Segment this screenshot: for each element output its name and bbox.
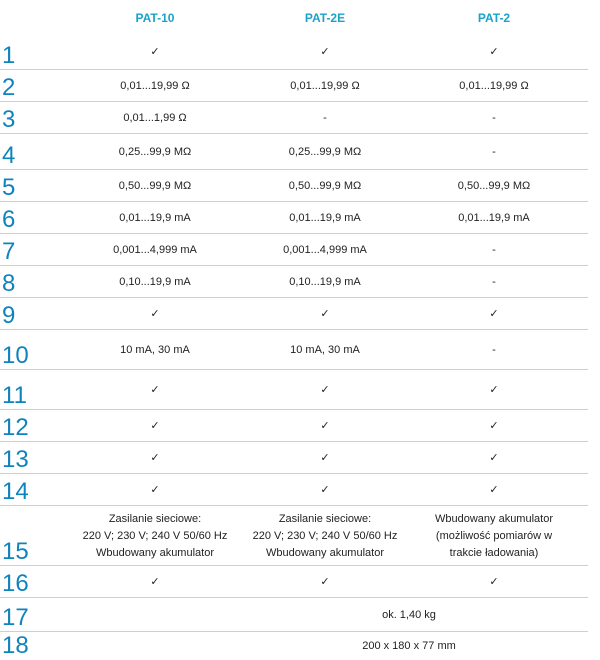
table-row bbox=[0, 566, 600, 598]
row-number: 2 bbox=[2, 74, 16, 101]
row-number: 6 bbox=[2, 206, 16, 233]
table-cell: ✓ bbox=[150, 383, 160, 396]
table-cell: 0,50...99,9 MΩ bbox=[457, 179, 531, 192]
table-cell: ✓ bbox=[320, 483, 330, 496]
row-number: 5 bbox=[2, 174, 16, 201]
table-cell: ✓ bbox=[489, 45, 499, 58]
table-row bbox=[0, 410, 600, 442]
row-number: 18 bbox=[2, 632, 29, 659]
table-row bbox=[0, 202, 600, 234]
table-row bbox=[0, 34, 600, 70]
table-cell: 0,01...19,9 mA bbox=[119, 211, 191, 224]
row-number: 12 bbox=[2, 414, 29, 441]
row-number: 10 bbox=[2, 342, 29, 369]
table-cell: - bbox=[492, 243, 496, 256]
table-row bbox=[0, 506, 600, 566]
table-row bbox=[0, 330, 600, 370]
header-pat-2e: PAT-2E bbox=[304, 11, 346, 25]
row-number: 11 bbox=[2, 382, 27, 409]
table-cell: 0,01...19,99 Ω bbox=[459, 79, 529, 92]
table-cell: ✓ bbox=[150, 483, 160, 496]
table-cell: 0,25...99,9 MΩ bbox=[288, 145, 362, 158]
table-cell: ✓ bbox=[150, 575, 160, 588]
table-cell: ✓ bbox=[320, 419, 330, 432]
table-cell: 0,01...19,99 Ω bbox=[120, 79, 190, 92]
row-number: 7 bbox=[2, 238, 16, 265]
row-number: 1 bbox=[2, 42, 16, 69]
table-cell: ✓ bbox=[489, 383, 499, 396]
table-row bbox=[0, 442, 600, 474]
table-cell: Zasilanie sieciowe: 220 V; 230 V; 240 V 50/60 Hz Wbudowany akumulator bbox=[252, 512, 398, 559]
table-cell: ✓ bbox=[150, 45, 160, 58]
table-cell: ✓ bbox=[320, 451, 330, 464]
table-row bbox=[0, 134, 600, 170]
table-cell: 10 mA, 30 mA bbox=[120, 343, 190, 356]
table-header bbox=[0, 0, 600, 34]
row-number: 17 bbox=[2, 604, 29, 631]
table-cell: ✓ bbox=[320, 383, 330, 396]
table-cell: 0,50...99,9 MΩ bbox=[118, 179, 192, 192]
table-cell: 0,50...99,9 MΩ bbox=[288, 179, 362, 192]
table-cell: - bbox=[323, 111, 327, 124]
table-row bbox=[0, 370, 600, 410]
table-row bbox=[0, 170, 600, 202]
table-cell: ✓ bbox=[489, 451, 499, 464]
table-cell: 0,01...19,9 mA bbox=[458, 211, 530, 224]
table-cell: - bbox=[492, 275, 496, 288]
table-cell: ✓ bbox=[489, 419, 499, 432]
row-number: 16 bbox=[2, 570, 29, 597]
table-row bbox=[0, 632, 600, 660]
header-pat-2: PAT-2 bbox=[477, 11, 511, 25]
row-number: 14 bbox=[2, 478, 29, 505]
table-cell: 10 mA, 30 mA bbox=[290, 343, 360, 356]
row-number: 3 bbox=[2, 106, 16, 133]
row-number: 4 bbox=[2, 142, 16, 169]
table-cell: ✓ bbox=[489, 575, 499, 588]
table-cell-span: 200 x 180 x 77 mm bbox=[362, 639, 456, 652]
table-cell: 0,01...19,9 mA bbox=[289, 211, 361, 224]
table-cell: 0,10...19,9 mA bbox=[119, 275, 191, 288]
table-cell: ✓ bbox=[150, 451, 160, 464]
table-row bbox=[0, 70, 600, 102]
table-row bbox=[0, 266, 600, 298]
table-cell-span: ok. 1,40 kg bbox=[382, 608, 436, 621]
table-cell: Zasilanie sieciowe: 220 V; 230 V; 240 V 50/60 Hz Wbudowany akumulator bbox=[82, 512, 228, 559]
table-cell: ✓ bbox=[320, 45, 330, 58]
table-cell: Wbudowany akumulator (możliwość pomiarów w trakcie ładowania) bbox=[434, 512, 553, 559]
table-row bbox=[0, 298, 600, 330]
table-cell: 0,01...19,99 Ω bbox=[290, 79, 360, 92]
table-row bbox=[0, 234, 600, 266]
row-number: 8 bbox=[2, 270, 16, 297]
header-pat-10: PAT-10 bbox=[135, 11, 175, 25]
table-cell: - bbox=[492, 145, 496, 158]
table-cell: - bbox=[492, 343, 496, 356]
row-number: 9 bbox=[2, 302, 16, 329]
table-cell: ✓ bbox=[150, 419, 160, 432]
table-cell: - bbox=[492, 111, 496, 124]
table-cell: ✓ bbox=[489, 483, 499, 496]
table-cell: 0,01...1,99 Ω bbox=[123, 111, 187, 124]
table-cell: 0,10...19,9 mA bbox=[289, 275, 361, 288]
table-cell: 0,25...99,9 MΩ bbox=[118, 145, 192, 158]
table-cell: 0,001...4,999 mA bbox=[283, 243, 367, 256]
table-cell: ✓ bbox=[489, 307, 499, 320]
table-cell: ✓ bbox=[320, 307, 330, 320]
row-number: 15 bbox=[2, 538, 29, 565]
table-cell: ✓ bbox=[150, 307, 160, 320]
table-row bbox=[0, 102, 600, 134]
table-row bbox=[0, 598, 600, 632]
table-cell: ✓ bbox=[320, 575, 330, 588]
row-number: 13 bbox=[2, 446, 29, 473]
table-cell: 0,001...4,999 mA bbox=[113, 243, 197, 256]
table-row bbox=[0, 474, 600, 506]
